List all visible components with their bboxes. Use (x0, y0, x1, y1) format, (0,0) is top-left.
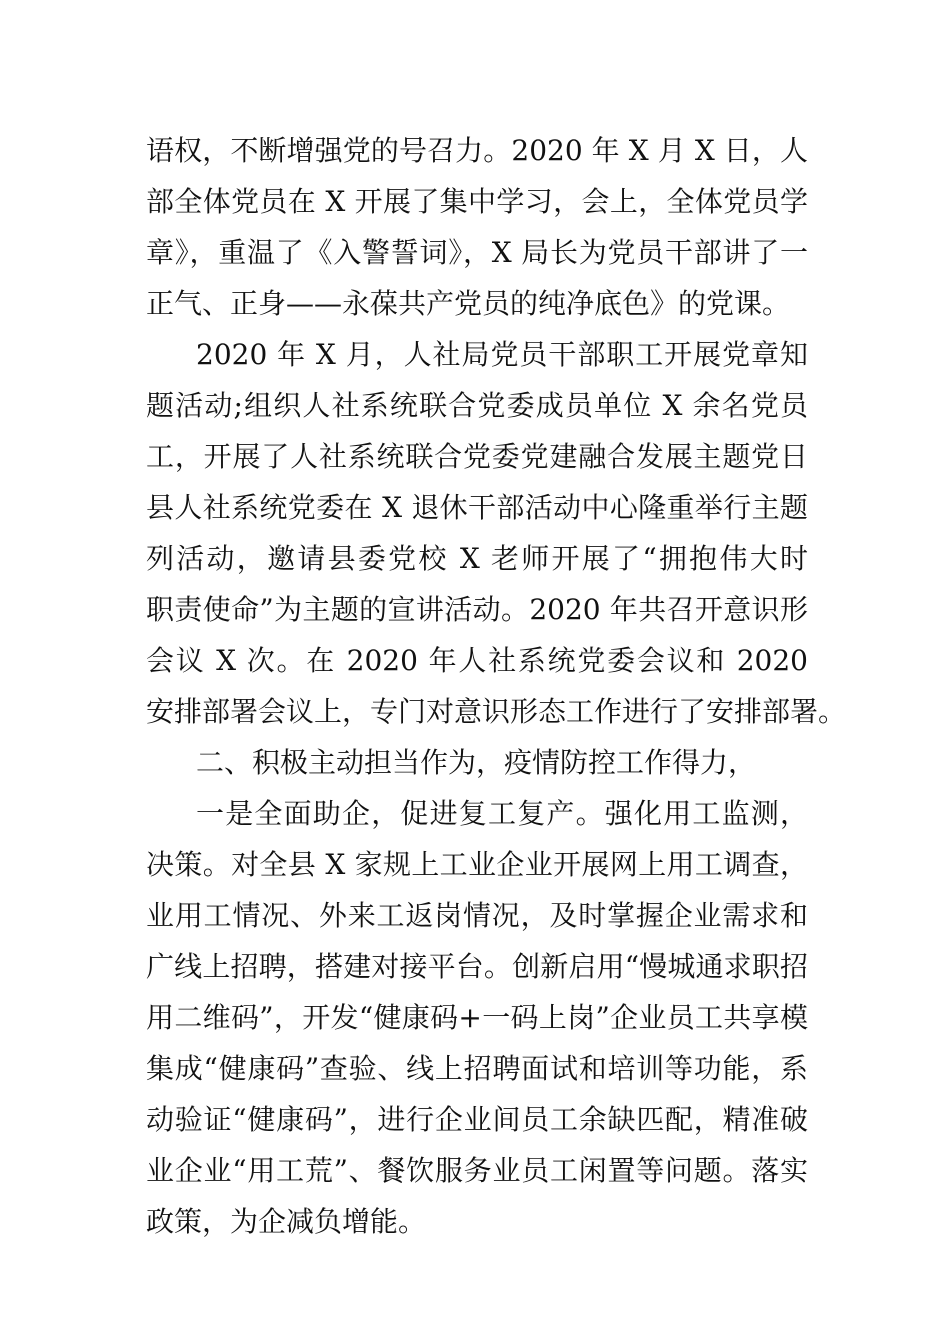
paragraph-2-line-3 (0, 431, 950, 483)
text-line: 列活动，邀请县委党校 X 老师开展了“拥抱伟大时 (146, 542, 808, 575)
text-line: 广线上招聘，搭建对接平台。创新启用“慢城通求职招 (146, 950, 808, 983)
text-line: 安排部署会议上，专门对意识形态工作进行了安排部署。 (146, 695, 847, 728)
paragraph-2-line-6 (0, 584, 950, 636)
text-line: 用二维码”，开发“健康码+一码上岗”企业员工共享模 (146, 1001, 808, 1034)
paragraph-2-line-7 (0, 635, 950, 687)
paragraph-3-line-7 (0, 1094, 950, 1146)
text-line: 政策，为企减负增能。 (146, 1205, 427, 1238)
text-line: 一是全面助企，促进复工复产。强化用工监测， (196, 797, 808, 830)
paragraph-3-line-1 (0, 788, 950, 840)
text-line: 集成“健康码”查验、线上招聘面试和培训等功能，系 (146, 1052, 808, 1085)
paragraph-3-line-9 (0, 1196, 950, 1248)
paragraph-3-line-6 (0, 1043, 950, 1095)
paragraph-3-line-4 (0, 941, 950, 993)
text-line: 题活动;组织人社系统联合党委成员单位 X 余名党员 (146, 389, 808, 422)
paragraph-2-line-8 (0, 686, 950, 738)
paragraph-2-line-1 (0, 329, 950, 381)
text-line: 工，开展了人社系统联合党委党建融合发展主题党日 (146, 440, 808, 473)
paragraph-3-line-5 (0, 992, 950, 1044)
paragraph-3-line-8 (0, 1145, 950, 1197)
paragraph-1-line-2 (0, 176, 950, 228)
text-line: 正气、正身——永葆共产党员的纯净底色》的党课。 (146, 287, 791, 320)
text-line: 语权，不断增强党的号召力。2020 年 X 月 X 日，人 (146, 134, 808, 167)
text-line: 章》，重温了《入警誓词》，X 局长为党员干部讲了一 (146, 236, 808, 269)
paragraph-2-line-5 (0, 533, 950, 585)
paragraph-3-line-2 (0, 839, 950, 891)
paragraph-2-line-4 (0, 482, 950, 534)
text-line: 业用工情况、外来工返岗情况，及时掌握企业需求和 (146, 899, 808, 932)
paragraph-1-line-1 (0, 125, 950, 177)
paragraph-3-line-3 (0, 890, 950, 942)
text-line: 职责使命”为主题的宣讲活动。2020 年共召开意识形 (146, 593, 808, 626)
text-line: 会议 X 次。在 2020 年人社系统党委会议和 2020 (146, 644, 808, 677)
paragraph-1-line-3 (0, 227, 950, 279)
text-line: 动验证“健康码”，进行企业间员工余缺匹配，精准破 (146, 1103, 808, 1136)
heading-text: 二、积极主动担当作为，疫情防控工作得力， (196, 746, 757, 779)
paragraph-2-line-2 (0, 380, 950, 432)
section-heading (0, 737, 950, 789)
paragraph-1-line-4 (0, 278, 950, 330)
text-line: 决策。对全县 X 家规上工业企业开展网上用工调查， (146, 848, 808, 881)
text-line: 县人社系统党委在 X 退休干部活动中心隆重举行主题 (146, 491, 808, 524)
text-line: 部全体党员在 X 开展了集中学习，会上，全体党员学 (146, 185, 808, 218)
text-line: 2020 年 X 月，人社局党员干部职工开展党章知 (196, 338, 808, 371)
text-line: 业企业“用工荒”、餐饮服务业员工闲置等问题。落实 (146, 1154, 808, 1187)
